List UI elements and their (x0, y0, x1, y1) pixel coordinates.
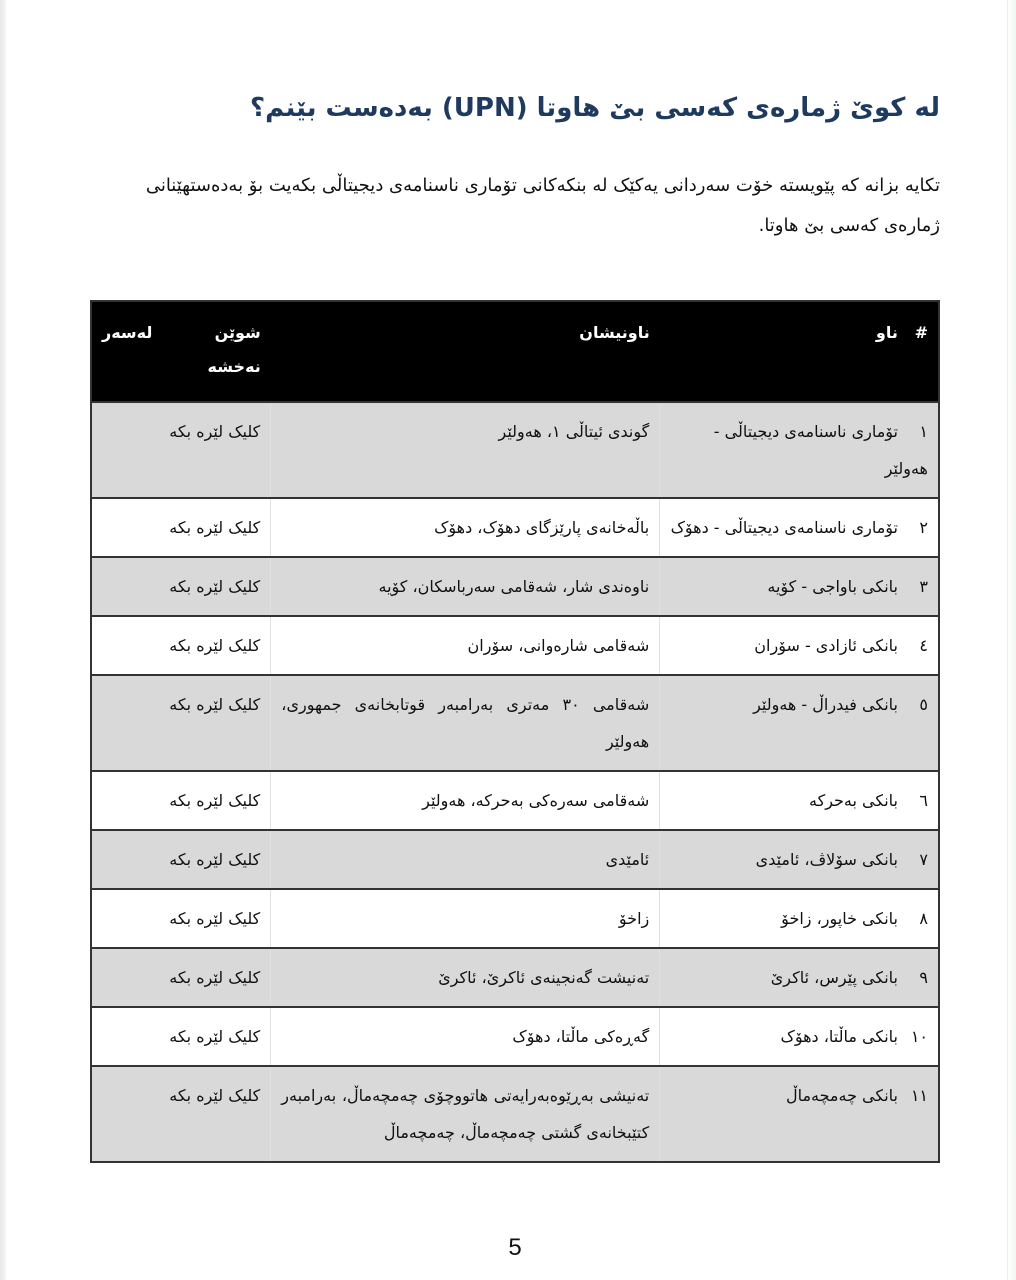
cell-map (91, 1066, 271, 1162)
intro-paragraph: تکایە بزانە کە پێویستە خۆت سەردانی یەکێک لە بنکەکانی تۆماری ناسنامەی دیجیتاڵی بکەیت بۆ بەدەستهێنانی ژمارەی کەسی بێ هاوتا. (145, 175, 940, 236)
header-number: # (914, 323, 928, 342)
row-number: ٧ (919, 850, 928, 869)
location-address: تەنیشت گەنجینەی ئاکرێ، ئاکرێ (438, 968, 650, 987)
map-link[interactable]: کلیک لێرە بکە (169, 636, 261, 655)
map-link[interactable]: کلیک لێرە بکە (169, 850, 261, 869)
page-title: له کوێ ژمارەی کەسی بێ هاوتا (UPN) بەدەست بێنم؟ (250, 93, 940, 123)
cell-address (271, 771, 660, 830)
cell-map (91, 557, 271, 616)
page-edge-left (0, 0, 6, 1280)
row-number: ١٠ (910, 1027, 928, 1046)
location-address: شەقامی سەرەکی بەحرکە، هەولێر (422, 791, 650, 810)
table-row (91, 402, 939, 498)
table-row (91, 830, 939, 889)
location-address: زاخۆ (618, 909, 650, 928)
row-number: ٣ (919, 577, 928, 596)
row-number: ٥ (919, 695, 928, 714)
cell-map (91, 948, 271, 1007)
header-map-location (91, 301, 271, 402)
row-number: ٦ (919, 791, 928, 810)
cell-address (271, 498, 660, 557)
cell-address (271, 675, 660, 771)
cell-map (91, 498, 271, 557)
header-address-label: ناونیشان (579, 323, 650, 342)
cell-name (660, 830, 939, 889)
table-row (91, 557, 939, 616)
map-link[interactable]: کلیک لێرە بکە (169, 695, 261, 714)
location-address: ناوەندی شار، شەقامی سەرباسکان، کۆیە (378, 577, 650, 596)
cell-address (271, 557, 660, 616)
cell-name (660, 889, 939, 948)
locations-table (90, 300, 940, 1163)
header-name-label: ناو (875, 323, 898, 342)
cell-address (271, 616, 660, 675)
table-header-row (91, 301, 939, 402)
location-name: بانکی فیدراڵ - هەولێر (753, 695, 898, 714)
location-name: بانکی ماڵتا، دهۆک (780, 1027, 898, 1046)
location-name: بانکی خاپور، زاخۆ (781, 909, 898, 928)
cell-map (91, 675, 271, 771)
cell-name (660, 402, 939, 498)
location-address: باڵەخانەی پارێزگای دهۆک، دهۆک (434, 518, 650, 537)
location-address: تەنیشی بەڕێوەبەرایەتی هاتووچۆی چەمچەماڵ، بەرامبەر کتێبخانەی گشتی چەمچەماڵ، چەمچەماڵ (281, 1086, 650, 1142)
cell-map (91, 616, 271, 675)
cell-address (271, 889, 660, 948)
map-link[interactable]: کلیک لێرە بکە (169, 909, 261, 928)
map-link[interactable]: کلیک لێرە بکە (169, 791, 261, 810)
cell-name (660, 557, 939, 616)
location-name: بانکی سۆلاڤ، ئامێدی (755, 850, 898, 869)
cell-map (91, 889, 271, 948)
cell-name (660, 948, 939, 1007)
location-name: تۆماری ناسنامەی دیجیتاڵی - دهۆک (670, 518, 898, 537)
cell-name (660, 1007, 939, 1066)
cell-address (271, 402, 660, 498)
map-link[interactable]: کلیک لێرە بکە (169, 422, 261, 441)
header-name (660, 301, 939, 402)
location-name: تۆماری ناسنامەی دیجیتاڵی - هەولێر (713, 422, 928, 478)
header-map-line2: نەخشە (207, 357, 261, 376)
table-row (91, 498, 939, 557)
table-row (91, 948, 939, 1007)
location-address: گوندی ئیتاڵی ١، هەولێر (498, 422, 650, 441)
cell-address (271, 1007, 660, 1066)
map-link[interactable]: کلیک لێرە بکە (169, 1027, 261, 1046)
cell-name (660, 771, 939, 830)
location-name: بانکی چەمچەماڵ (785, 1086, 898, 1105)
page-edge-right (1007, 0, 1016, 1280)
document-page (90, 0, 940, 1280)
table-row (91, 675, 939, 771)
row-number: ٤ (919, 636, 928, 655)
cell-name (660, 1066, 939, 1162)
location-address: ئامێدی (605, 850, 650, 869)
table-row (91, 1007, 939, 1066)
cell-map (91, 771, 271, 830)
location-address: گەڕەکی ماڵتا، دهۆک (512, 1027, 650, 1046)
location-address: شەقامی شارەوانی، سۆران (467, 636, 650, 655)
row-number: ٩ (919, 968, 928, 987)
header-map-line1: شوێن (214, 323, 261, 342)
cell-map (91, 830, 271, 889)
map-link[interactable]: کلیک لێرە بکە (169, 968, 261, 987)
row-number: ١ (919, 422, 928, 441)
cell-name (660, 616, 939, 675)
map-link[interactable]: کلیک لێرە بکە (169, 1086, 261, 1105)
page-number: 5 (508, 1234, 522, 1261)
cell-name (660, 675, 939, 771)
cell-map (91, 1007, 271, 1066)
map-link[interactable]: کلیک لێرە بکە (169, 577, 261, 596)
cell-address (271, 830, 660, 889)
cell-name (660, 498, 939, 557)
table-row (91, 1066, 939, 1162)
row-number: ٢ (919, 518, 928, 537)
row-number: ٨ (919, 909, 928, 928)
location-address: شەقامی ٣٠ مەتری بەرامبەر قوتابخانەی جمهوری، هەولێر (281, 695, 650, 751)
location-name: بانکی باواجی - کۆیە (767, 577, 898, 596)
header-map-line1b: لەسەر (102, 323, 153, 342)
table-row (91, 889, 939, 948)
cell-map (91, 402, 271, 498)
table-row (91, 616, 939, 675)
map-link[interactable]: کلیک لێرە بکە (169, 518, 261, 537)
table-row (91, 771, 939, 830)
location-name: بانکی پێرس، ئاکرێ (770, 968, 898, 987)
cell-address (271, 948, 660, 1007)
cell-address (271, 1066, 660, 1162)
location-name: بانکی بەحرکە (809, 791, 898, 810)
location-name: بانکی ئازادی - سۆران (754, 636, 898, 655)
row-number: ١١ (910, 1086, 928, 1105)
header-address (271, 301, 660, 402)
